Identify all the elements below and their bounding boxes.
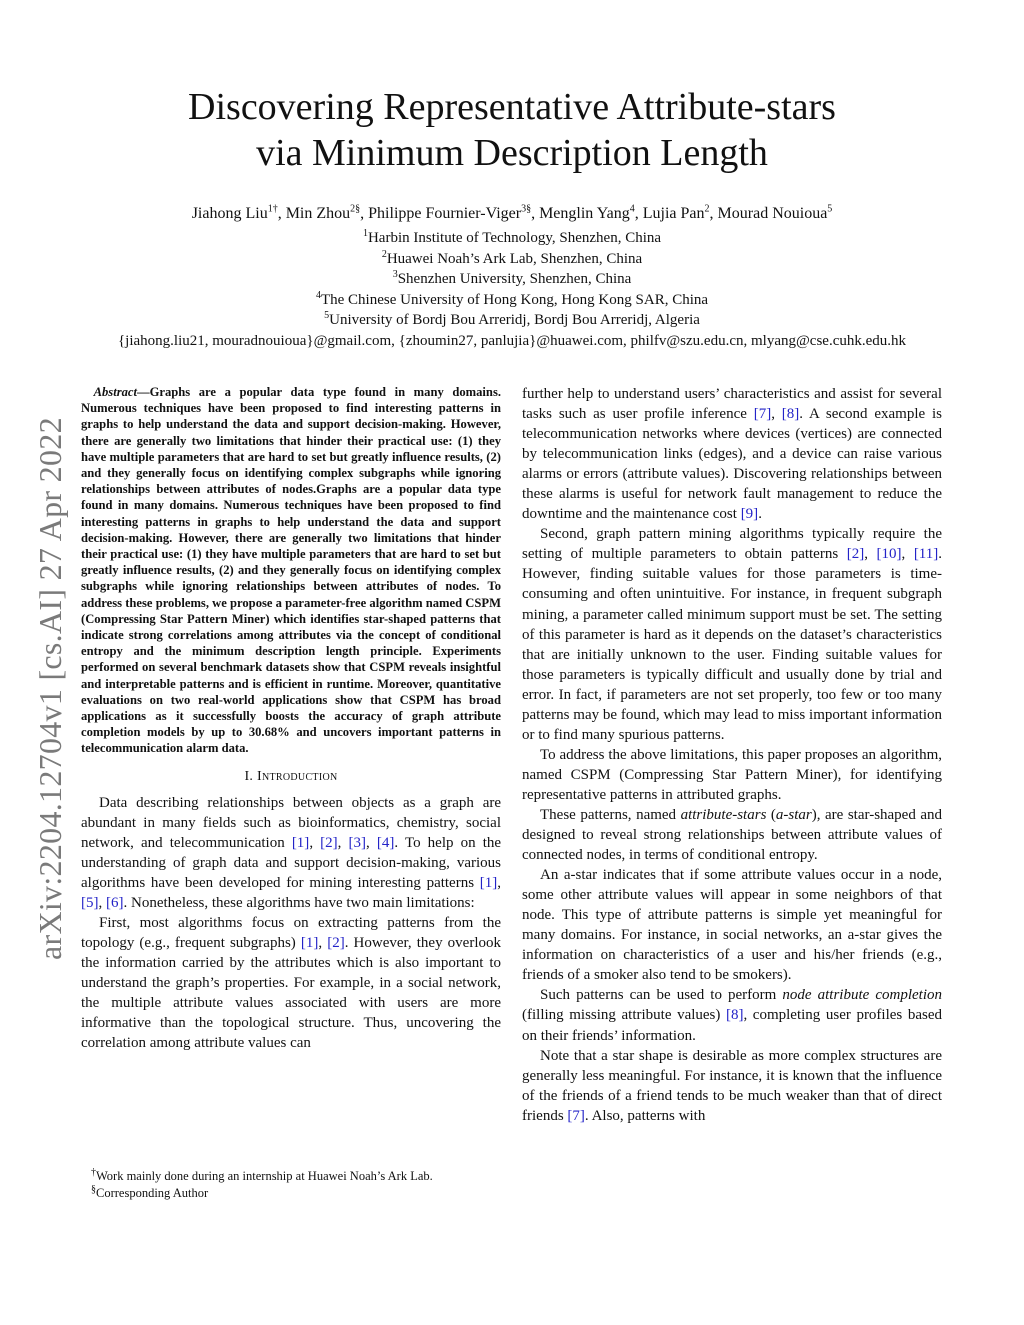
title-line-1: Discovering Representative Attribute-stars (188, 86, 836, 128)
footnote: †Work mainly done during an internship at Huawei Noah’s Ark Lab. (91, 1166, 433, 1183)
paragraph: These patterns, named attribute-stars (a-star), are star-shaped and designed to reveal strong relationships between attribute values of connected nodes, in terms of conditional entropy. (522, 806, 943, 864)
author-name: , Philippe Fournier-Viger (360, 205, 522, 222)
author-mark: 3§ (521, 203, 532, 215)
section-heading-introduction: I. Introduction (244, 768, 338, 784)
right-column (522, 384, 942, 1126)
affiliation: $^4$The Chinese University of Hong Kong, Hong Kong SAR, China (315, 289, 709, 308)
citation-link[interactable]: [10] (876, 546, 902, 563)
author-name: , Lujia Pan (634, 205, 705, 222)
author-mark: 1† (267, 203, 278, 215)
abstract (81, 384, 501, 757)
affiliation: $^5$University of Bordj Bou Arreridj, Bordj Bou Arreridj, Algeria (324, 310, 700, 329)
citation-link[interactable]: [2] (327, 935, 345, 951)
citation-link[interactable]: [2] (320, 834, 338, 851)
author-name: , Min Zhou (277, 205, 351, 222)
title-line-2: via Minimum Description Length (256, 132, 768, 174)
citation-link[interactable]: [1] (291, 834, 310, 851)
author-mark: 5 (827, 203, 833, 215)
paragraph: Such patterns can be used to perform node attribute completion (filling missing attribute values) [8], completing user profiles based on their friends’ information. (522, 987, 942, 1044)
citation-link[interactable]: [8] (781, 406, 800, 423)
citation-link[interactable]: [9] (740, 506, 759, 523)
paragraph: Second, graph pattern mining algorithms typically require the setting of multiple parameters to obtain patterns [2], [10], [11]. However, finding suitable values for those parameters is time-consuming and often unintuitive. For instance, in frequent subgraph mining, a parameter called minimum support must be set. The setting of this parameter is hard as it depends on the dataset’s characteristics that are initially unknown to the user. Finding suitable values for those parameters is typically difficult and usually done by trial and error. In fact, if parameters are not set properly, too few or too many patterns may be found, which may lead to miss important information or to find many spurious patterns. (522, 526, 942, 743)
paragraph: To address the above limitations, this paper proposes an algorithm, named CSPM (Compressing Star Pattern Miner), for identifying representative patterns in attributed graphs. (522, 746, 942, 803)
citation-link[interactable]: [11] (913, 546, 939, 563)
left-column (81, 384, 501, 1053)
footnote: §Corresponding Author (91, 1183, 209, 1200)
citation-link[interactable]: [1] (300, 935, 319, 951)
paragraph: Note that a star shape is desirable as more complex structures are generally less meaningful. For instance, it is known that the influence of the friends of a friend tends to be much weaker than that of direct friends [7]. Also, patterns with (522, 1047, 942, 1124)
paragraph: An a-star indicates that if some attribute values occur in a node, some other attribute values will appear in some neighbors of that node. This type of attribute patterns is simple yet meaningful for many domains. For instance, in social networks, an a-star gives the information on characteristics of a user and his/her friends (e.g., friends of a smoker also tend to be smokers). (522, 867, 942, 984)
affiliation: $^3$Shenzhen University, Shenzhen, China (392, 269, 632, 288)
author-mark: 4 (629, 203, 635, 215)
author-mark: 2§ (350, 203, 361, 215)
author-list (0, 204, 1024, 224)
citation-link[interactable]: [1] (479, 874, 498, 891)
paper-title (0, 84, 1024, 176)
author-name: , Mourad Nouioua (709, 205, 828, 222)
affiliation-list (0, 228, 1024, 352)
author-emails: {jiahong.liu21, mouradnouioua}@gmail.com, {zhoumin27, panlujia}@huawei.com, philfv@szu.edu.cn, mlyang@cse.cuhk.edu.hk (117, 332, 907, 349)
arxiv-identifier-stamp: arXiv:2204.12704v1 [cs.AI] 27 Apr 2022 (32, 417, 68, 960)
footnotes (81, 1168, 501, 1202)
author-name: Jiahong Liu (191, 205, 268, 222)
citation-link[interactable]: [8] (725, 1007, 744, 1024)
abstract-text: —Graphs are a popular data type found in many domains. Numerous techniques have been proposed to find interesting patterns in graphs to help understand the data and support decision-making. However, there are generally two limitations that hinder their practical use: (1) they have multiple parameters that are hard to set but greatly influence results, (2) and they generally focus on identifying complex subgraphs while ignoring relationships between attributes of nodes.Graphs are a popular data type found in many domains. Numerous techniques have been proposed to find interesting patterns in graphs to help understand the data and support decision-making. However, there are generally two limitations that hinder their practical use: (1) they have multiple parameters that are hard to set but greatly influence results, (2) and they generally focus on identifying complex subgraphs while ignoring relationships between attributes of nodes. To address these problems, we propose a parameter-free algorithm named CSPM (Compressing Star Pattern Miner) which identifies star-shaped patterns that indicate strong correlations among attributes via the concept of conditional entropy and the minimum description length principle. Experiments performed on several benchmark datasets show that CSPM reveals insightful and interpretable patterns and is efficient in runtime. Moreover, quantitative evaluations on two real-world applications show that CSPM has broad applications as it successfully boosts the accuracy of graph attribute completion models by up to 30.68% and uncovers important patterns in telecommunication alarm data. (81, 385, 501, 756)
paragraph: First, most algorithms focus on extracting patterns from the topology (e.g., frequent subgraphs) [1], [2]. However, they overlook the information carried by the attributes which is also important to understand the graph’s properties. For example, in a social network, the multiple attribute values associated with users are more informative than the topological structure. Thus, uncovering the correlation among attribute values can (81, 914, 501, 1052)
author-mark: 2 (704, 203, 710, 215)
author-name: , Menglin Yang (531, 205, 630, 222)
affiliation: $^2$Huawei Noah’s Ark Lab, Shenzhen, China (381, 248, 643, 267)
citation-link[interactable]: [3] (348, 834, 367, 851)
citation-link[interactable]: [4] (376, 834, 395, 851)
citation-link[interactable]: [7] (753, 406, 772, 423)
affiliation: $^1$Harbin Institute of Technology, Shenzhen, China (362, 228, 662, 246)
citation-link[interactable]: [6] (106, 894, 124, 911)
citation-link[interactable]: [7] (567, 1107, 585, 1124)
abstract-label: Abstract (93, 385, 137, 399)
citation-link[interactable]: [5] (81, 894, 99, 911)
citation-link[interactable]: [2] (846, 546, 865, 563)
paragraph: Data describing relationships between objects as a graph are abundant in many fields such as bioinformatics, chemistry, social network, and telecommunication [1], [2], [3], [4]. To help on the understanding of graph data and support decision-making, various algorithms have been developed for mining interesting patterns [1], [5], [6]. Nonetheless, these algorithms have two main limitations: (81, 794, 502, 911)
paragraph: further help to understand users’ characteristics and assist for several tasks such as user profile inference [7], [8]. A second example is telecommunication networks where devices (vertices) are connected by telecommunication links (edges), and a device can raise various alarms or errors (attribute values). Discovering relationships between these alarms is useful for network fault management to reduce the downtime and the maintenance cost [9]. (522, 386, 942, 523)
